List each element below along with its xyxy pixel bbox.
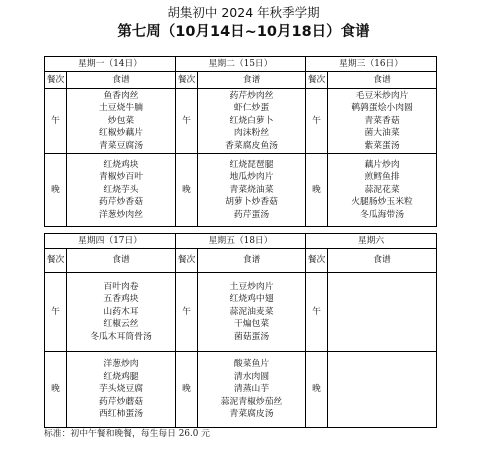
- lunch-label: 午: [176, 89, 198, 154]
- dish-item: 胡萝卜炒香菇: [225, 197, 278, 208]
- meal-column-header: 餐次: [176, 249, 198, 273]
- recipe-column-header: 食谱: [67, 72, 176, 89]
- dish-item: 洋葱炒肉丝: [99, 209, 143, 220]
- fri-lunch-dishes: [198, 273, 306, 352]
- sat-dinner-dishes: [328, 352, 437, 428]
- day-header-tue: 星期二（15日）: [176, 57, 306, 72]
- day-header-row: [45, 57, 437, 72]
- recipe-column-header: 食谱: [328, 72, 437, 89]
- dish-item: 红椒云丝: [103, 319, 139, 330]
- dish-item: 青菜腐皮汤: [229, 409, 274, 420]
- dinner-label: 晚: [176, 154, 198, 227]
- dish-item: 地瓜炒肉片: [229, 172, 274, 183]
- dish-item: 药芹炒蘑菇: [99, 396, 143, 407]
- day-header-row: [45, 234, 437, 249]
- recipe-column-header: 食谱: [67, 249, 176, 273]
- dish-item: 煎鳕鱼排: [364, 172, 400, 183]
- dinner-row: [45, 352, 437, 428]
- day-header-thu: 星期四（17日）: [45, 234, 176, 249]
- dish-item: 清蒸山芋: [233, 384, 270, 395]
- dish-item: 土豆炒肉片: [229, 281, 274, 292]
- dish-item: 药芹蛋汤: [233, 209, 270, 220]
- dish-item: 山药木耳: [103, 306, 139, 317]
- mon-lunch-dishes: [67, 89, 176, 154]
- wed-lunch-dishes: [328, 89, 437, 154]
- dish-item: 红烧白萝卜: [229, 115, 274, 126]
- column-header-row: [45, 249, 437, 273]
- recipe-column-header: 食谱: [198, 249, 306, 273]
- page-title: 第七周（10月14日~10月18日）食谱: [117, 24, 370, 40]
- dish-item: 冬瓜木耳筒骨汤: [90, 331, 152, 342]
- dish-item: 鹌鹑蛋烩小肉圆: [351, 103, 413, 114]
- dinner-label: 晚: [176, 352, 198, 428]
- dish-item: 五香鸡块: [103, 294, 139, 305]
- lunch-label: 午: [306, 89, 328, 154]
- recipe-column-header: 食谱: [328, 249, 437, 273]
- lunch-row: [45, 273, 437, 352]
- dinner-row: [45, 154, 437, 227]
- dish-item: 青菜豆腐汤: [99, 140, 143, 151]
- dish-item: 干煸包菜: [233, 319, 270, 330]
- lunch-label: 午: [45, 89, 67, 154]
- dish-item: 炒包菜: [107, 115, 135, 126]
- day-header-fri: 星期五（18日）: [176, 234, 306, 249]
- dish-item: 毛豆米炒肉片: [355, 90, 409, 101]
- dish-item: 红烧琵琶腿: [229, 159, 274, 170]
- meal-column-header: 餐次: [45, 249, 67, 273]
- dish-item: 蒜泥油麦菜: [229, 306, 274, 317]
- thu-dinner-dishes: [67, 352, 176, 428]
- dinner-label: 晚: [45, 352, 67, 428]
- thu-lunch-dishes: [67, 273, 176, 352]
- recipe-column-header: 食谱: [198, 72, 306, 89]
- tue-lunch-dishes: [198, 89, 306, 154]
- meal-column-header: 餐次: [45, 72, 67, 89]
- dish-item: 冬瓜海带汤: [360, 209, 405, 220]
- dish-item: 藕片炒肉: [364, 159, 400, 170]
- dish-item: 青菜烧油菜: [229, 184, 274, 195]
- dish-item: 蒜泥花菜: [364, 184, 400, 195]
- dish-item: 菌菇蛋汤: [233, 331, 270, 342]
- dish-item: 西红柿蛋汤: [99, 409, 143, 420]
- dish-item: 芋头烧豆腐: [99, 384, 143, 395]
- dish-item: 酸菜鱼片: [233, 359, 270, 370]
- day-header-wed: 星期三（16日）: [306, 57, 437, 72]
- lunch-label: 午: [176, 273, 198, 352]
- tue-dinner-dishes: [198, 154, 306, 227]
- day-header-sat: 星期六: [306, 234, 437, 249]
- lunch-row: [45, 89, 437, 154]
- dinner-label: 晚: [45, 154, 67, 227]
- dish-item: 百叶肉卷: [103, 281, 139, 292]
- dish-item: 肉沫粉丝: [233, 128, 270, 139]
- dish-item: 蒜泥青椒炒茄丝: [220, 396, 283, 407]
- dish-item: 虾仁炒蛋: [233, 103, 270, 114]
- dish-item: 药芹炒肉丝: [229, 90, 274, 101]
- school-semester-subtitle: 胡集初中 2024 年秋季学期: [167, 5, 320, 20]
- day-header-mon: 星期一（14日）: [45, 57, 176, 72]
- price-standard-note: 标准：初中午餐和晚餐，每生每日 26.0 元: [44, 429, 210, 439]
- mon-dinner-dishes: [67, 154, 176, 227]
- table-spacer: [45, 227, 437, 234]
- column-header-row: [45, 72, 437, 89]
- dish-item: 红烧鸡块: [103, 159, 139, 170]
- dinner-label: 晚: [306, 352, 328, 428]
- meal-column-header: 餐次: [306, 249, 328, 273]
- wed-dinner-dishes: [328, 154, 437, 227]
- meal-column-header: 餐次: [176, 72, 198, 89]
- dish-item: 火腿肠炒玉米粒: [351, 197, 413, 208]
- dish-item: 紫菜蛋汤: [364, 140, 400, 151]
- lunch-label: 午: [45, 273, 67, 352]
- dish-item: 鱼香肉丝: [103, 90, 139, 101]
- dish-item: 香菜腐皮鱼汤: [225, 140, 278, 151]
- lunch-label: 午: [306, 273, 328, 352]
- weekly-menu-table: [44, 56, 437, 428]
- dish-item: 红烧鸡中翅: [229, 294, 274, 305]
- dish-item: 土豆烧牛腩: [99, 103, 143, 114]
- dish-item: 菌大油菜: [364, 128, 400, 139]
- meal-column-header: 餐次: [306, 72, 328, 89]
- dish-item: 药芹炒香菇: [99, 197, 143, 208]
- dish-item: 红椒炒藕片: [99, 128, 143, 139]
- dish-item: 青椒炒百叶: [99, 172, 143, 183]
- dish-item: 青菜香菇: [364, 115, 400, 126]
- sat-lunch-dishes: [328, 273, 437, 352]
- dish-item: 红烧鸡腿: [103, 371, 139, 382]
- dish-item: 清水肉圆: [233, 371, 270, 382]
- dish-item: 洋葱炒肉: [103, 359, 139, 370]
- dinner-label: 晚: [306, 154, 328, 227]
- fri-dinner-dishes: [198, 352, 306, 428]
- dish-item: 红烧芋头: [103, 184, 139, 195]
